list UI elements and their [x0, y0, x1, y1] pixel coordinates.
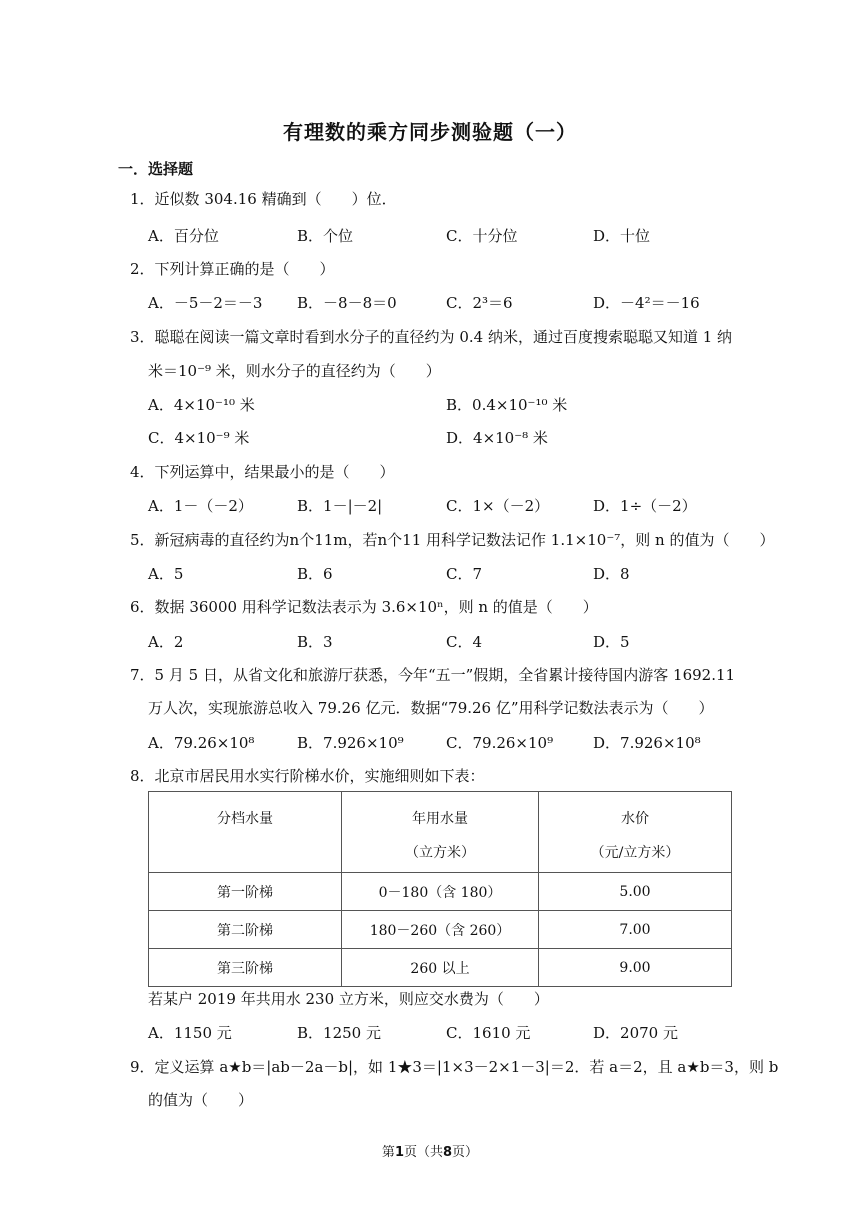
- q4-option-c[interactable]: C．1×（－2）: [446, 497, 550, 515]
- q6-option-c[interactable]: C．4: [446, 633, 483, 651]
- table-cell: 5.00: [539, 873, 732, 911]
- q1-option-b[interactable]: B．个位: [297, 227, 354, 245]
- q2-option-c[interactable]: C．2³＝6: [446, 294, 513, 312]
- q7-option-d[interactable]: D．7.926×10⁸: [593, 734, 701, 752]
- question-7-line-2: 万人次，实现旅游总收入 79.26 亿元．数据“79.26 亿”用科学记数法表示为（ ）: [148, 699, 714, 717]
- q5-option-d[interactable]: D．8: [593, 565, 630, 583]
- table-row: [149, 949, 732, 987]
- table-cell: 第三阶梯: [149, 949, 342, 987]
- q5-option-c[interactable]: C．7: [446, 565, 483, 583]
- q1-option-d[interactable]: D．十位: [593, 227, 651, 245]
- q6-option-a[interactable]: A．2: [148, 633, 184, 651]
- q7-option-b[interactable]: B．7.926×10⁹: [297, 734, 404, 752]
- q5-option-a[interactable]: A．5: [148, 565, 184, 583]
- page-title: 有理数的乘方同步测验题（一）: [283, 120, 577, 144]
- question-3: 3．聪聪在阅读一篇文章时看到水分子的直径约为 0.4 纳米，通过百度搜索聪聪又知道 1 纳: [130, 328, 733, 346]
- question-4: 4．下列运算中，结果最小的是（ ）: [130, 463, 395, 481]
- q7-option-c[interactable]: C．79.26×10⁹: [446, 734, 554, 752]
- q3-option-d[interactable]: D．4×10⁻⁸ 米: [446, 429, 548, 447]
- table-cell: 第二阶梯: [149, 911, 342, 949]
- q8-option-b[interactable]: B．1250 元: [297, 1024, 381, 1042]
- table-header-cell: 水价 （元/立方米）: [539, 792, 732, 873]
- table-row: [149, 873, 732, 911]
- q8-option-a[interactable]: A．1150 元: [148, 1024, 232, 1042]
- table-cell: 260 以上: [342, 949, 539, 987]
- q3-option-a[interactable]: A．4×10⁻¹⁰ 米: [148, 396, 255, 414]
- question-9-line-2: 的值为（ ）: [148, 1091, 254, 1109]
- question-1: 1．近似数 304.16 精确到（ ）位．: [130, 190, 397, 208]
- question-2: 2．下列计算正确的是（ ）: [130, 260, 335, 278]
- table-row: [149, 911, 732, 949]
- q1-option-c[interactable]: C．十分位: [446, 227, 518, 245]
- page-footer: 第1页（共8页）: [381, 1145, 479, 1160]
- question-8: 8．北京市居民用水实行阶梯水价，实施细则如下表：: [130, 767, 485, 785]
- table-cell: 7.00: [539, 911, 732, 949]
- current-page-number: 1: [394, 1145, 404, 1160]
- table-header-cell: 年用水量 （立方米）: [342, 792, 539, 873]
- question-7: 7．5 月 5 日，从省文化和旅游厅获悉，今年“五一”假期，全省累计接待国内游客 1692.11: [130, 666, 736, 684]
- table-header-cell: 分档水量: [149, 792, 342, 873]
- q4-option-b[interactable]: B．1－|－2|: [297, 497, 383, 515]
- question-9: 9．定义运算 a★b＝|ab－2a－b|，如 1★3＝|1×3－2×1－3|＝2．若 a＝2，且 a★b＝3，则 b: [130, 1058, 779, 1076]
- q3-option-c[interactable]: C．4×10⁻⁹ 米: [148, 429, 250, 447]
- q2-option-a[interactable]: A．－5－2＝－3: [148, 294, 263, 312]
- question-8-followup: 若某户 2019 年共用水 230 立方米，则应交水费为（ ）: [148, 990, 549, 1008]
- q4-option-d[interactable]: D．1÷（－2）: [593, 497, 697, 515]
- question-6: 6．数据 36000 用科学记数法表示为 3.6×10ⁿ，则 n 的值是（ ）: [130, 598, 598, 616]
- q6-option-b[interactable]: B．3: [297, 633, 333, 651]
- q2-option-d[interactable]: D．－4²＝－16: [593, 294, 700, 312]
- water-price-table: [148, 791, 732, 987]
- q8-option-d[interactable]: D．2070 元: [593, 1024, 678, 1042]
- table-cell: 第一阶梯: [149, 873, 342, 911]
- total-pages: 8: [443, 1145, 453, 1160]
- table-cell: 0－180（含 180）: [342, 873, 539, 911]
- table-cell: 9.00: [539, 949, 732, 987]
- q5-option-b[interactable]: B．6: [297, 565, 333, 583]
- table-header-row: [149, 792, 732, 873]
- question-3-line-2: 米＝10⁻⁹ 米，则水分子的直径约为（ ）: [148, 362, 441, 380]
- q8-option-c[interactable]: C．1610 元: [446, 1024, 531, 1042]
- q1-option-a[interactable]: A．百分位: [148, 227, 219, 245]
- q7-option-a[interactable]: A．79.26×10⁸: [148, 734, 255, 752]
- section-heading: 一．选择题: [118, 160, 194, 178]
- q4-option-a[interactable]: A．1－（－2）: [148, 497, 253, 515]
- table-cell: 180－260（含 260）: [342, 911, 539, 949]
- q6-option-d[interactable]: D．5: [593, 633, 630, 651]
- q3-option-b[interactable]: B．0.4×10⁻¹⁰ 米: [446, 396, 568, 414]
- question-5: 5．新冠病毒的直径约为n个11m，若n个11 用科学记数法记作 1.1×10⁻⁷，则 n 的值为（ ）: [130, 531, 775, 549]
- q2-option-b[interactable]: B．－8－8＝0: [297, 294, 397, 312]
